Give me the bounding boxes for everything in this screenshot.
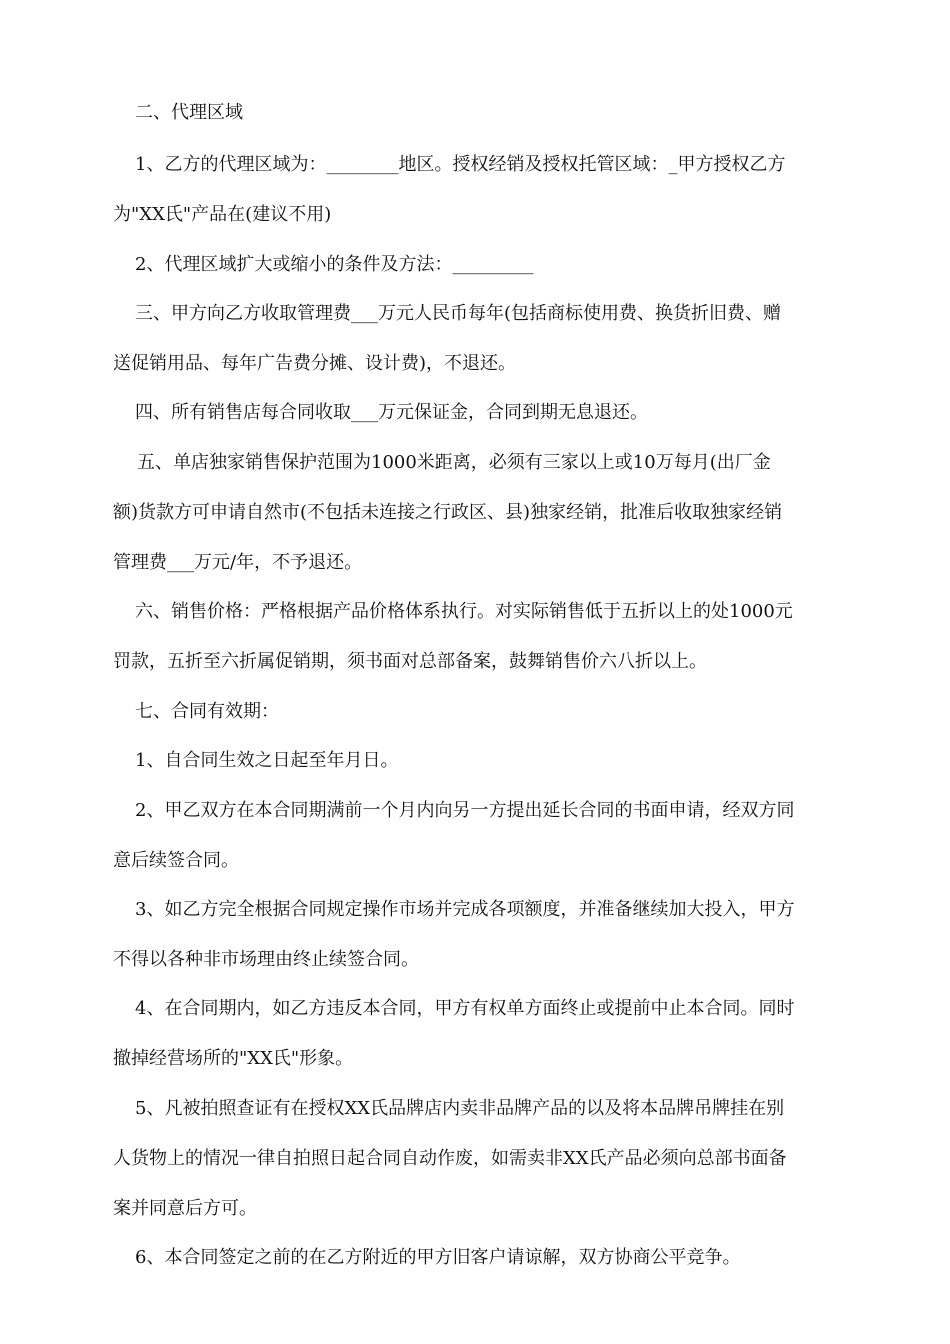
text-line: 3、如乙方完全根据合同规定操作市场并完成各项额度，并准备继续加大投入，甲方 xyxy=(135,899,795,920)
text-line: 1、自合同生效之日起至年月日。 xyxy=(135,750,399,771)
text-line: 意后续签合同。 xyxy=(113,850,239,871)
text-line: 人货物上的情况一律自拍照日起合同自动作废，如需卖非XX氏产品必须向总部书面备 xyxy=(113,1148,787,1169)
text-line: 5、凡被拍照查证有在授权XX氏品牌店内卖非品牌产品的以及将本品牌吊牌挂在别 xyxy=(135,1098,785,1119)
text-line: 二、代理区域 xyxy=(135,102,243,123)
text-line: 4、在合同期内，如乙方违反本合同，甲方有权单方面终止或提前中止本合同。同时 xyxy=(135,998,795,1019)
text-line: 五、单店独家销售保护范围为1000米距离，必须有三家以上或10万每月(出厂金 xyxy=(137,452,771,473)
text-line: 三、甲方向乙方收取管理费___万元人民币每年(包括商标使用费、换货折旧费、赠 xyxy=(135,303,782,324)
text-line: 六、销售价格：严格根据产品价格体系执行。对实际销售低于五折以上的处1000元 xyxy=(135,601,793,622)
text-line: 1、乙方的代理区域为：________地区。授权经销及授权托管区域：_甲方授权乙方 xyxy=(135,154,786,175)
text-line: 管理费___万元/年，不予退还。 xyxy=(113,552,363,573)
text-line: 撤掉经营场所的"XX氏"形象。 xyxy=(113,1048,354,1069)
text-line: 送促销用品、每年广告费分摊、设计费)，不退还。 xyxy=(113,353,517,374)
text-line: 不得以各种非市场理由终止续签合同。 xyxy=(113,949,419,970)
text-line: 罚款，五折至六折属促销期，须书面对总部备案，鼓舞销售价六八折以上。 xyxy=(113,651,707,672)
text-line: 七、合同有效期： xyxy=(135,701,279,722)
text-line: 2、甲乙双方在本合同期满前一个月内向另一方提出延长合同的书面申请，经双方同 xyxy=(135,800,795,821)
text-line: 为"XX氏"产品在(建议不用) xyxy=(113,204,332,225)
text-line: 额)货款方可申请自然市(不包括未连接之行政区、县)独家经销，批准后收取独家经销 xyxy=(113,502,783,523)
text-line: 案并同意后方可。 xyxy=(113,1198,257,1219)
text-line: 四、所有销售店每合同收取___万元保证金，合同到期无息退还。 xyxy=(135,402,648,423)
text-line: 6、本合同签定之前的在乙方附近的甲方旧客户请谅解，双方协商公平竞争。 xyxy=(135,1247,741,1268)
text-line: 2、代理区域扩大或缩小的条件及方法：_________ xyxy=(135,254,534,275)
